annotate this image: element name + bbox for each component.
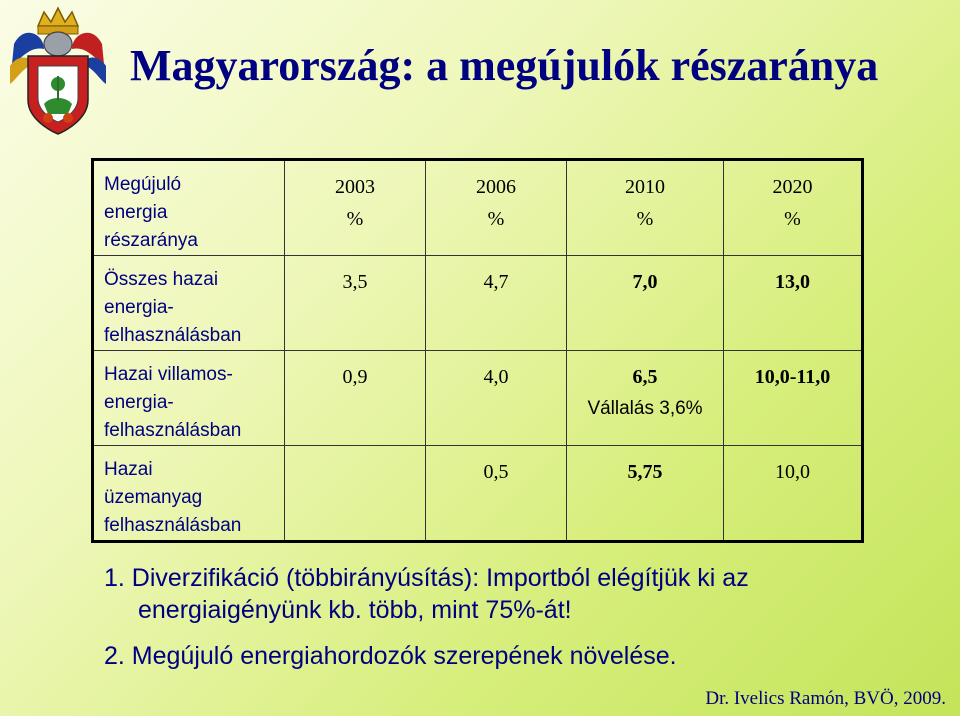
header-2006 [426, 160, 567, 256]
year: 2010 [625, 176, 665, 198]
year: 2006 [476, 176, 516, 198]
unit: % [487, 208, 505, 230]
cell-value [285, 446, 426, 542]
year: 2003 [335, 176, 375, 198]
label-line: Megújuló [104, 174, 182, 195]
note-1-line-2: energiaigényünk kb. több, mint 75%-át! [138, 596, 572, 624]
label-line: energia [104, 202, 168, 223]
header-2010 [567, 160, 724, 256]
table-row [93, 256, 863, 351]
label-line: Hazai villamos- [104, 364, 233, 385]
cell-value: 5,75 [567, 446, 724, 542]
row-label [93, 351, 285, 446]
table-row [93, 351, 863, 446]
label-line: Hazai [104, 459, 153, 480]
header-label-cell [93, 160, 285, 256]
cell-value: 0,9 [285, 351, 426, 446]
page-title: Magyarország: a megújulók részaránya [130, 41, 879, 90]
label-line: felhasználásban [104, 515, 242, 536]
header-2020 [724, 160, 863, 256]
unit: % [636, 208, 654, 230]
coat-of-arms-icon [4, 4, 112, 140]
author-credit: Dr. Ivelics Ramón, BVÖ, 2009. [705, 688, 946, 709]
cell-value-2010 [567, 351, 724, 446]
cell-value: 0,5 [426, 446, 567, 542]
table-header-row [93, 160, 863, 256]
cell-value: 13,0 [724, 256, 863, 351]
year: 2020 [772, 176, 813, 198]
cell-value: 3,5 [285, 256, 426, 351]
row-label [93, 446, 285, 542]
note-1-line-1: 1. Diverzifikáció (többirányúsítás): Importból elégítjük ki az [104, 564, 749, 592]
unit: % [784, 208, 801, 230]
table-row [93, 446, 863, 542]
notes [104, 562, 944, 672]
label-line: Összes hazai [104, 269, 219, 290]
header-2003 [285, 160, 426, 256]
cell-value: 4,7 [426, 256, 567, 351]
cell-value: 10,0 [724, 446, 863, 542]
value: 6,5 [632, 366, 658, 388]
row-label [93, 256, 285, 351]
unit: % [346, 208, 364, 230]
cell-value: 4,0 [426, 351, 567, 446]
label-line: részaránya [104, 230, 198, 251]
cell-value: 7,0 [567, 256, 724, 351]
label-line: felhasználásban [104, 325, 242, 346]
title-band [0, 0, 960, 143]
note-2: 2. Megújuló energiahordozók szerepének növelése. [104, 642, 677, 670]
label-line: üzemanyag [104, 487, 203, 508]
label-line: felhasználásban [104, 420, 242, 441]
label-line: energia- [104, 392, 174, 413]
renewables-table [91, 158, 864, 543]
cell-value: 10,0-11,0 [724, 351, 863, 446]
commitment-note: Vállalás 3,6% [587, 398, 703, 419]
label-line: energia- [104, 297, 174, 318]
